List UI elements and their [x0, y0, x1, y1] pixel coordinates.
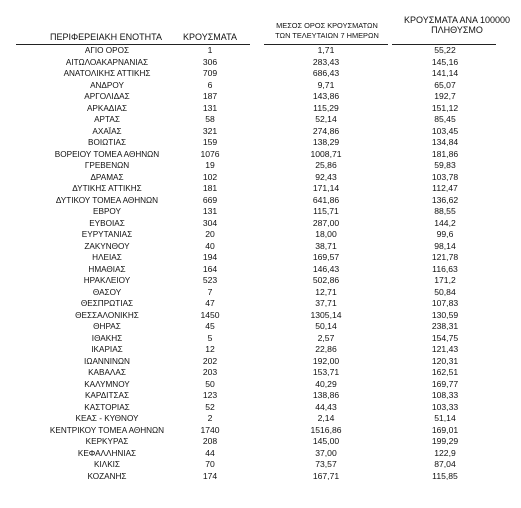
cell-cases: 20	[205, 229, 215, 239]
cell-average: 1008,71	[310, 148, 342, 159]
cell-region: ΗΡΑΚΛΕΙΟΥ	[83, 276, 131, 285]
cell-per-100000: 136,62	[431, 194, 459, 205]
cell-region: ΗΛΕΙΑΣ	[92, 253, 122, 262]
cell-cases: 159	[202, 137, 218, 147]
cell-per-100000: 55,22	[434, 45, 456, 55]
table-row	[0, 471, 499, 483]
table-row	[0, 402, 499, 414]
cell-average: 2,14	[317, 413, 335, 423]
cell-cases: 102	[202, 171, 218, 182]
cell-cases: 208	[202, 436, 218, 446]
cell-region: ΚΑΛΥΜΝΟΥ	[84, 379, 130, 389]
cell-per-100000: 112,47	[432, 183, 458, 193]
cell-cases: 5	[207, 332, 213, 343]
table-row	[0, 275, 499, 287]
cell-cases: 1740	[200, 424, 220, 435]
cell-average: 115,29	[313, 102, 339, 113]
cell-cases: 306	[202, 56, 218, 67]
cell-per-100000: 169,01	[431, 424, 459, 435]
cell-cases: 523	[202, 275, 218, 285]
cell-per-100000: 103,45	[431, 125, 459, 136]
header-per-line-1: ΚΡΟΥΣΜΑΤΑ ΑΝΑ 100000	[404, 15, 510, 25]
cell-region: ΒΟΡΕΙΟΥ ΤΟΜΕΑ ΑΘΗΝΩΝ	[54, 149, 160, 159]
cell-average: 9,71	[317, 79, 335, 90]
cell-region: ΑΓΙΟ ΟΡΟΣ	[84, 46, 130, 55]
cell-cases: 123	[202, 390, 218, 400]
table-row	[0, 436, 499, 448]
cell-average: 25,86	[315, 160, 337, 170]
table-row	[0, 379, 499, 391]
cell-cases: 6	[207, 79, 213, 90]
table-row	[0, 126, 499, 138]
cell-per-100000: 103,78	[431, 171, 459, 182]
cell-region: ΚΑΒΑΛΑΣ	[88, 368, 126, 377]
cell-cases: 194	[202, 252, 218, 262]
cell-average: 18,00	[315, 229, 337, 239]
table-header	[0, 14, 510, 44]
cell-average: 143,86	[312, 91, 340, 101]
cell-region: ΑΡΤΑΣ	[94, 115, 120, 124]
table-row	[0, 367, 499, 379]
cell-average: 52,14	[315, 114, 337, 124]
cell-average: 686,43	[312, 68, 340, 78]
cell-region: ΚΑΣΤΟΡΙΑΣ	[84, 402, 130, 412]
cell-region: ΗΜΑΘΙΑΣ	[88, 264, 126, 274]
cell-cases: 2	[207, 413, 213, 423]
cell-per-100000: 51,14	[434, 413, 456, 423]
cell-per-100000: 192,7	[434, 91, 456, 101]
table-row	[0, 45, 499, 57]
cell-cases: 1076	[200, 148, 220, 159]
cell-cases: 40	[205, 240, 215, 251]
cell-per-100000: 169,77	[431, 378, 459, 389]
cell-per-100000: 162,51	[431, 367, 459, 377]
cell-per-100000: 65,07	[434, 79, 456, 90]
cell-per-100000: 151,12	[431, 102, 459, 113]
table-row	[0, 298, 499, 310]
cell-average: 502,86	[312, 275, 340, 285]
cell-per-100000: 199,29	[431, 436, 459, 446]
cell-cases: 131	[202, 102, 218, 113]
cell-cases: 70	[205, 459, 215, 469]
cell-per-100000: 130,59	[431, 309, 459, 320]
table-row	[0, 68, 499, 80]
cell-region: ΕΒΡΟΥ	[93, 207, 121, 216]
cell-per-100000: 145,16	[431, 56, 459, 67]
cell-cases: 131	[202, 206, 218, 216]
header-per-line-2: ΠΛΗΘΥΣΜΟ	[431, 25, 483, 35]
table-row	[0, 459, 499, 471]
cell-per-100000: 103,33	[431, 401, 459, 412]
table-row	[0, 264, 499, 276]
cell-cases: 47	[205, 298, 215, 308]
cell-average: 138,86	[312, 390, 340, 400]
table-row	[0, 356, 499, 368]
cell-cases: 44	[205, 447, 215, 458]
cell-average: 37,71	[315, 298, 337, 308]
cell-cases: 19	[205, 160, 215, 170]
cell-per-100000: 108,33	[431, 390, 459, 400]
table-row	[0, 137, 499, 149]
cell-per-100000: 121,43	[431, 344, 459, 354]
cell-average: 641,86	[312, 194, 340, 205]
cell-per-100000: 107,83	[431, 298, 459, 308]
table-row	[0, 241, 499, 253]
cell-average: 50,14	[315, 321, 337, 331]
cell-region: ΑΡΓΟΛΙΔΑΣ	[84, 92, 130, 101]
cell-per-100000: 134,84	[431, 137, 459, 147]
cell-region: ΚΑΡΔΙΤΣΑΣ	[84, 391, 130, 400]
cell-region: ΖΑΚΥΝΘΟΥ	[84, 241, 130, 251]
cell-average: 283,43	[312, 56, 340, 67]
table-row	[0, 103, 499, 115]
header-cases: ΚΡΟΥΣΜΑΤΑ	[183, 32, 237, 42]
cell-cases: 304	[202, 217, 218, 228]
cell-region: ΙΚΑΡΙΑΣ	[91, 345, 123, 354]
cell-per-100000: 171,2	[434, 275, 456, 285]
cell-region: ΙΩΑΝΝΙΝΩΝ	[84, 356, 130, 366]
cell-per-100000: 98,14	[434, 240, 456, 251]
table-row	[0, 448, 499, 460]
cell-per-100000: 181,86	[431, 148, 459, 159]
cell-region: ΕΥΒΟΙΑΣ	[89, 218, 125, 228]
cell-per-100000: 122,9	[434, 447, 456, 458]
cell-average: 2,57	[317, 332, 335, 343]
cell-average: 37,00	[315, 447, 337, 458]
cell-region: ΑΡΚΑΔΙΑΣ	[86, 103, 128, 113]
table-row	[0, 287, 499, 299]
cell-per-100000: 59,83	[434, 160, 456, 170]
cell-cases: 669	[202, 194, 218, 205]
cell-cases: 164	[202, 263, 218, 274]
cell-region: ΑΝΔΡΟΥ	[90, 80, 124, 90]
cell-cases: 45	[205, 321, 215, 331]
cell-average: 1305,14	[310, 309, 342, 320]
cell-region: ΘΑΣΟΥ	[92, 287, 122, 297]
cell-cases: 7	[207, 286, 213, 297]
cell-cases: 12	[205, 344, 215, 354]
header-seven-day-average	[263, 21, 391, 41]
cell-region: ΔΥΤΙΚΗΣ ΑΤΤΙΚΗΣ	[72, 184, 142, 193]
cell-average: 167,71	[312, 470, 340, 481]
cell-region: ΚΕΦΑΛΛΗΝΙΑΣ	[77, 448, 137, 458]
table-row	[0, 114, 499, 126]
cell-region: ΔΡΑΜΑΣ	[90, 172, 124, 182]
cell-per-100000: 85,45	[434, 114, 456, 124]
table-row	[0, 413, 499, 425]
table-row	[0, 149, 499, 161]
cell-average: 1516,86	[310, 424, 342, 435]
cell-per-100000: 50,84	[434, 286, 456, 297]
cell-cases: 321	[202, 125, 218, 136]
cell-region: ΚΕΡΚΥΡΑΣ	[85, 437, 129, 446]
cell-region: ΔΥΤΙΚΟΥ ΤΟΜΕΑ ΑΘΗΝΩΝ	[55, 195, 159, 205]
cell-average: 1,71	[317, 45, 335, 55]
cell-average: 92,43	[315, 171, 337, 182]
cell-per-100000: 120,31	[431, 355, 459, 366]
cell-cases: 1450	[200, 309, 220, 320]
cell-cases: 709	[202, 68, 218, 78]
cell-average: 287,00	[312, 217, 340, 228]
cell-cases: 1	[207, 45, 213, 55]
table-row	[0, 91, 499, 103]
table-row	[0, 310, 499, 322]
cell-region: ΚΟΖΑΝΗΣ	[87, 471, 127, 481]
cell-average: 138,29	[312, 137, 340, 147]
cell-region: ΑΝΑΤΟΛΙΚΗΣ ΑΤΤΙΚΗΣ	[63, 69, 151, 78]
cell-average: 44,43	[315, 401, 337, 412]
cell-average: 153,71	[312, 367, 340, 377]
cell-region: ΘΕΣΠΡΩΤΙΑΣ	[80, 299, 134, 308]
cell-per-100000: 116,63	[432, 263, 458, 274]
cell-average: 274,86	[312, 125, 340, 136]
cell-average: 38,71	[315, 240, 337, 251]
table-row	[0, 390, 499, 402]
table-row	[0, 344, 499, 356]
cell-per-100000: 238,31	[431, 321, 459, 331]
cell-region: ΑΙΤΩΛΟΑΚΑΡΝΑΝΙΑΣ	[65, 57, 149, 67]
cell-average: 73,57	[315, 459, 337, 469]
table-row	[0, 229, 499, 241]
table-row	[0, 333, 499, 345]
header-per-100000	[393, 15, 521, 35]
table-row	[0, 425, 499, 437]
cell-average: 146,43	[312, 263, 340, 274]
cell-region: ΑΧΑΪΑΣ	[92, 126, 122, 136]
cell-per-100000: 121,78	[431, 252, 459, 262]
header-region: ΠΕΡΙΦΕΡΕΙΑΚΗ ΕΝΟΤΗΤΑ	[49, 32, 163, 42]
cell-cases: 181	[202, 183, 218, 193]
cell-region: ΚΕΝΤΡΙΚΟΥ ΤΟΜΕΑ ΑΘΗΝΩΝ	[49, 425, 165, 435]
cell-per-100000: 141,14	[431, 68, 459, 78]
cell-cases: 203	[202, 367, 218, 377]
table-row	[0, 172, 499, 184]
cell-average: 145,00	[312, 436, 340, 446]
cell-cases: 52	[205, 401, 215, 412]
cell-average: 192,00	[312, 355, 340, 366]
table-row	[0, 252, 499, 264]
cell-region: ΘΗΡΑΣ	[93, 322, 121, 331]
cell-per-100000: 154,75	[431, 332, 459, 343]
cell-region: ΙΘΑΚΗΣ	[91, 333, 123, 343]
cell-region: ΚΕΑΣ - ΚΥΘΝΟΥ	[75, 414, 139, 423]
table-row	[0, 218, 499, 230]
table-row	[0, 206, 499, 218]
cell-region: ΓΡΕΒΕΝΩΝ	[84, 161, 130, 170]
cell-per-100000: 99,6	[436, 229, 454, 239]
cell-average: 22,86	[315, 344, 337, 354]
table-body	[0, 45, 499, 482]
cell-per-100000: 88,55	[434, 206, 456, 216]
cell-per-100000: 144,2	[434, 217, 456, 228]
cell-average: 12,71	[315, 286, 337, 297]
cell-per-100000: 87,04	[434, 459, 456, 469]
header-average-line-2: ΤΩΝ ΤΕΛΕΥΤΑΙΩΝ 7 ΗΜΕΡΩΝ	[275, 31, 379, 40]
cell-average: 169,57	[312, 252, 340, 262]
table-row	[0, 57, 499, 69]
cell-average: 171,14	[312, 183, 340, 193]
cell-region: ΒΟΙΩΤΙΑΣ	[87, 138, 127, 147]
cell-average: 40,29	[315, 378, 337, 389]
cell-average: 115,71	[313, 206, 339, 216]
header-average-line-1: ΜΕΣΟΣ ΟΡΟΣ ΚΡΟΥΣΜΑΤΩΝ	[276, 21, 378, 30]
table-row	[0, 195, 499, 207]
cell-region: ΚΙΛΚΙΣ	[93, 460, 120, 469]
table-row	[0, 321, 499, 333]
table-row	[0, 80, 499, 92]
cell-region: ΕΥΡΥΤΑΝΙΑΣ	[81, 230, 133, 239]
cell-cases: 58	[205, 114, 215, 124]
cell-per-100000: 115,85	[432, 470, 458, 481]
cell-cases: 174	[202, 470, 218, 481]
cell-region: ΘΕΣΣΑΛΟΝΙΚΗΣ	[75, 310, 139, 320]
table-row	[0, 160, 499, 172]
cell-cases: 187	[202, 91, 218, 101]
table-row	[0, 183, 499, 195]
cell-cases: 50	[205, 378, 215, 389]
cell-cases: 202	[202, 355, 218, 366]
